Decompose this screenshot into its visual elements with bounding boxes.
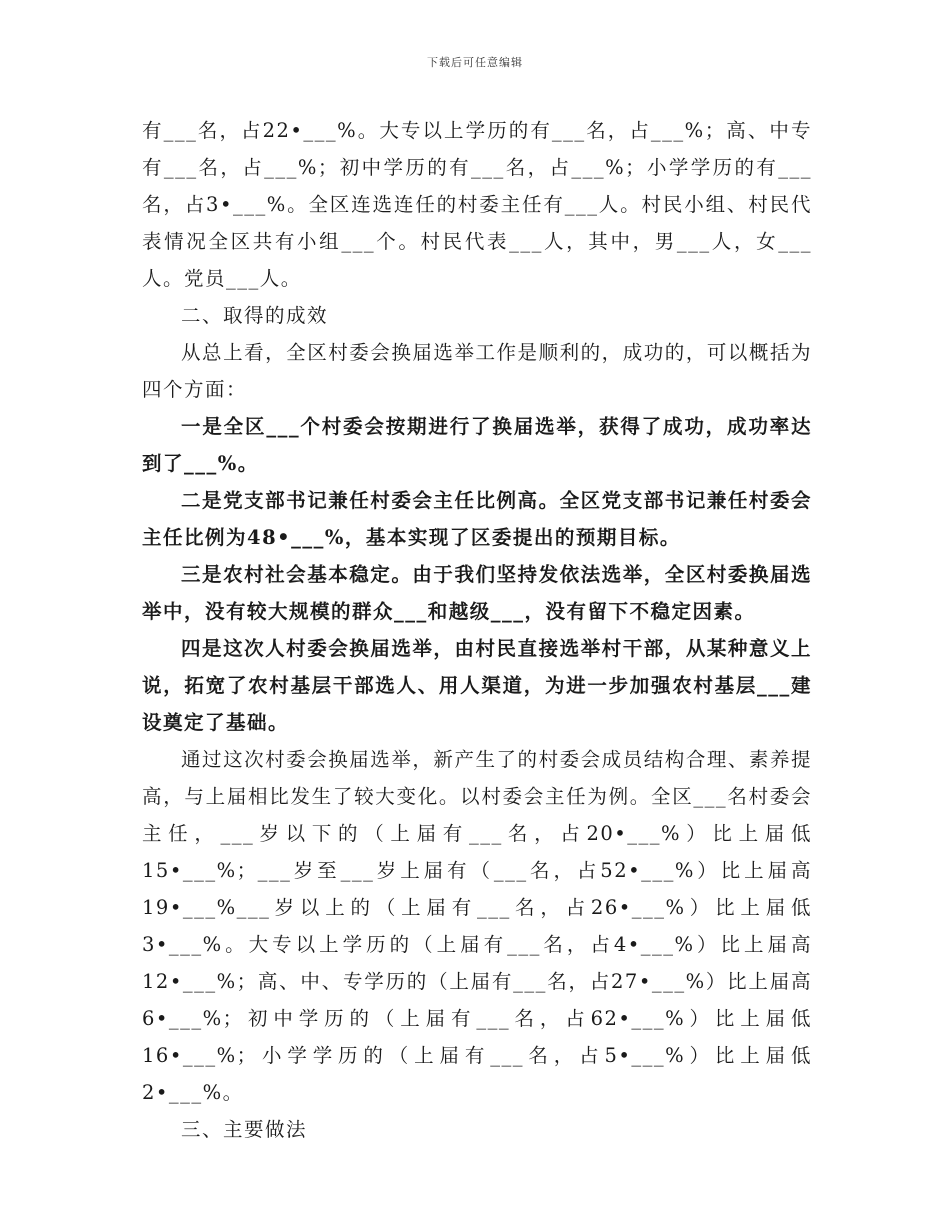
- section-heading-methods: 三、主要做法: [181, 1118, 308, 1141]
- point-two: 二是党支部书记兼任村委会主任比例高。全区党支部书记兼任村委会主任比例为48•___%，基本实现了区委提出的预期目标。: [142, 489, 812, 549]
- document-body: [142, 112, 812, 1148]
- paragraph-overview: 从总上看，全区村委会换届选举工作是顺利的，成功的，可以概括为四个方面：: [142, 341, 812, 401]
- section-heading-achievements: 二、取得的成效: [181, 304, 329, 327]
- paragraph-statistics: 有___名，占22•___%。大专以上学历的有___名，占___%；高、中专有___名，占___%；初中学历的有___名，占___%；小学学历的有___名，占3•___%。全区连选连任的村委主任有___人。村民小组、村民代表情况全区共有小组___个。村民代表___人，其中，男___人，女___人。党员___人。: [142, 119, 812, 290]
- point-four: 四是这次人村委会换届选举，由村民直接选举村干部，从某种意义上说，拓宽了农村基层干部选人、用人渠道，为进一步加强农村基层___建设奠定了基础。: [142, 637, 812, 734]
- point-one: 一是全区___个村委会按期进行了换届选举，获得了成功，成功率达到了___%。: [142, 415, 812, 475]
- paragraph-comparison: 通过这次村委会换届选举，新产生了的村委会成员结构合理、素养提高，与上届相比发生了较大变化。以村委会主任为例。全区___名村委会主任，___岁以下的（上届有___名，占20•___%）比上届低15•___%；___岁至___岁上届有（___名，占52•___%）比上届高19•___%___岁以上的（上届有___名，占26•___%）比上届低3•___%。大专以上学历的（上届有___名，占4•___%）比上届高12•___%；高、中、专学历的（上届有___名，占27•___%）比上届高6•___%；初中学历的（上届有___名，占62•___%）比上届低16•___%；小学学历的（上届有___名，占5•___%）比上届低2•___%。: [142, 748, 813, 1104]
- header-note: 下载后可任意编辑: [427, 56, 523, 69]
- point-three: 三是农村社会基本稳定。由于我们坚持发依法选举，全区村委换届选举中，没有较大规模的群众___和越级___，没有留下不稳定因素。: [142, 563, 812, 623]
